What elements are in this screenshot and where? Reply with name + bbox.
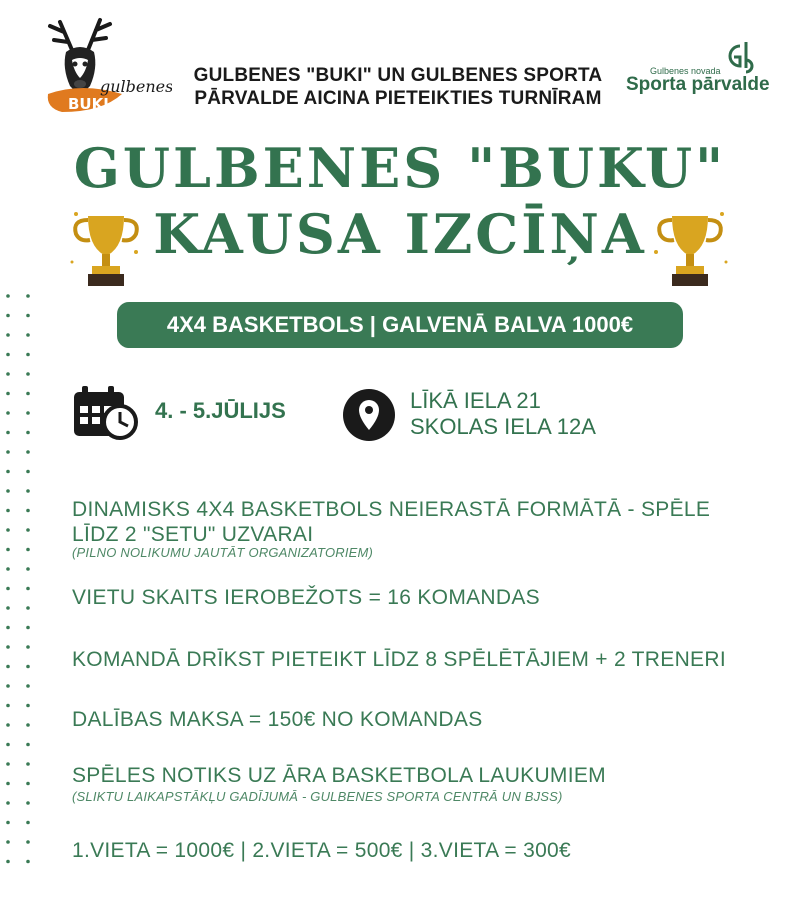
decorative-dot bbox=[26, 548, 30, 552]
decorative-dots bbox=[0, 288, 44, 888]
decorative-dot bbox=[6, 411, 10, 415]
decorative-dot bbox=[26, 372, 30, 376]
sporta-parvalde-logo bbox=[622, 40, 772, 100]
decorative-dot bbox=[6, 431, 10, 435]
decorative-dot bbox=[26, 294, 30, 298]
decorative-dot bbox=[6, 840, 10, 844]
decorative-dot bbox=[26, 333, 30, 337]
decorative-dot bbox=[6, 372, 10, 376]
decorative-dot bbox=[26, 665, 30, 669]
location-pin-icon bbox=[342, 388, 396, 442]
decorative-dot bbox=[26, 762, 30, 766]
decorative-dot bbox=[26, 411, 30, 415]
gb-monogram-icon bbox=[722, 40, 766, 76]
decorative-dot bbox=[6, 333, 10, 337]
title-line-1: GULBENES "BUKU" bbox=[73, 136, 727, 200]
decorative-dot bbox=[6, 782, 10, 786]
decorative-dot bbox=[6, 801, 10, 805]
decorative-dot bbox=[26, 821, 30, 825]
decorative-dot bbox=[26, 860, 30, 864]
trophy-icon bbox=[66, 208, 146, 290]
header-invitation bbox=[178, 64, 618, 110]
decorative-dot bbox=[6, 723, 10, 727]
decorative-dot bbox=[26, 704, 30, 708]
deer-logo-icon bbox=[42, 12, 172, 122]
decorative-dot bbox=[6, 470, 10, 474]
decorative-dot bbox=[6, 314, 10, 318]
decorative-dot bbox=[26, 431, 30, 435]
decorative-dot bbox=[6, 665, 10, 669]
decorative-dot bbox=[6, 821, 10, 825]
decorative-dot bbox=[6, 684, 10, 688]
decorative-dot bbox=[6, 645, 10, 649]
decorative-dot bbox=[26, 587, 30, 591]
decorative-dot bbox=[6, 450, 10, 454]
address-line-2: SKOLAS IELA 12A bbox=[410, 414, 596, 439]
header-line-2: PĀRVALDE AICINA PIETEIKTIES TURNĪRAM bbox=[194, 88, 602, 109]
decorative-dot bbox=[26, 509, 30, 513]
decorative-dot bbox=[26, 626, 30, 630]
decorative-dot bbox=[6, 489, 10, 493]
info-item-venue-note: (SLIKTU LAIKAPSTĀKĻU GADĪJUMĀ - GULBENES SPORTA CENTRĀ UN BJSS) bbox=[72, 789, 563, 804]
decorative-dot bbox=[6, 587, 10, 591]
title-line-2: KAUSA IZCĪŅA bbox=[153, 202, 647, 266]
decorative-dot bbox=[26, 723, 30, 727]
decorative-dot bbox=[6, 509, 10, 513]
decorative-dot bbox=[6, 860, 10, 864]
info-item-format-line-2: LĪDZ 2 "SETU" UZVARAI bbox=[72, 523, 314, 546]
decorative-dot bbox=[26, 314, 30, 318]
decorative-dot bbox=[6, 392, 10, 396]
decorative-dot bbox=[26, 801, 30, 805]
decorative-dot bbox=[26, 606, 30, 610]
decorative-dot bbox=[26, 392, 30, 396]
address-line-1: LĪKĀ IELA 21 bbox=[410, 388, 541, 413]
decorative-dot bbox=[6, 548, 10, 552]
info-item-team-limit: VIETU SKAITS IEROBEŽOTS = 16 KOMANDAS bbox=[72, 586, 540, 609]
decorative-dot bbox=[26, 684, 30, 688]
gulbenes-buki-logo bbox=[42, 12, 172, 122]
decorative-dot bbox=[26, 645, 30, 649]
event-address bbox=[410, 388, 596, 440]
info-item-format-note: (PILNO NOLIKUMU JAUTĀT ORGANIZATORIEM) bbox=[72, 545, 374, 560]
brand-badge-text: BUKI bbox=[68, 95, 109, 113]
decorative-dot bbox=[6, 567, 10, 571]
prize-banner: 4X4 BASKETBOLS | GALVENĀ BALVA 1000€ bbox=[117, 302, 683, 348]
brand-top-text: gulbenes bbox=[100, 77, 172, 96]
decorative-dot bbox=[26, 353, 30, 357]
decorative-dot bbox=[6, 626, 10, 630]
decorative-dot bbox=[6, 294, 10, 298]
info-item-roster: KOMANDĀ DRĪKST PIETEIKT LĪDZ 8 SPĒLĒTĀJIEM + 2 TRENERI bbox=[72, 648, 726, 671]
decorative-dot bbox=[6, 762, 10, 766]
info-item-format bbox=[72, 497, 710, 547]
info-item-fee: DALĪBAS MAKSA = 150€ NO KOMANDAS bbox=[72, 708, 483, 731]
decorative-dot bbox=[26, 489, 30, 493]
decorative-dot bbox=[26, 528, 30, 532]
decorative-dot bbox=[6, 353, 10, 357]
decorative-dot bbox=[26, 470, 30, 474]
decorative-dot bbox=[26, 782, 30, 786]
info-item-prizes: 1.VIETA = 1000€ | 2.VIETA = 500€ | 3.VIETA = 300€ bbox=[72, 839, 572, 862]
decorative-dot bbox=[6, 743, 10, 747]
header-line-1: GULBENES "BUKI" UN GULBENES SPORTA bbox=[193, 65, 603, 86]
decorative-dot bbox=[26, 567, 30, 571]
decorative-dot bbox=[26, 743, 30, 747]
decorative-dot bbox=[26, 840, 30, 844]
decorative-dot bbox=[6, 704, 10, 708]
event-date: 4. - 5.JŪLIJS bbox=[155, 398, 286, 423]
info-item-venue: SPĒLES NOTIKS UZ ĀRA BASKETBOLA LAUKUMIEM bbox=[72, 764, 606, 787]
sporta-logo-big-text: Sporta pārvalde bbox=[626, 74, 770, 95]
decorative-dot bbox=[6, 606, 10, 610]
calendar-clock-icon bbox=[72, 384, 138, 440]
trophy-icon bbox=[650, 208, 730, 290]
sporta-logo-small-text: Gulbenes novada bbox=[650, 66, 721, 76]
decorative-dot bbox=[6, 528, 10, 532]
decorative-dot bbox=[26, 450, 30, 454]
info-item-format-line-1: DINAMISKS 4X4 BASKETBOLS NEIERASTĀ FORMĀTĀ - SPĒLE bbox=[72, 498, 711, 521]
